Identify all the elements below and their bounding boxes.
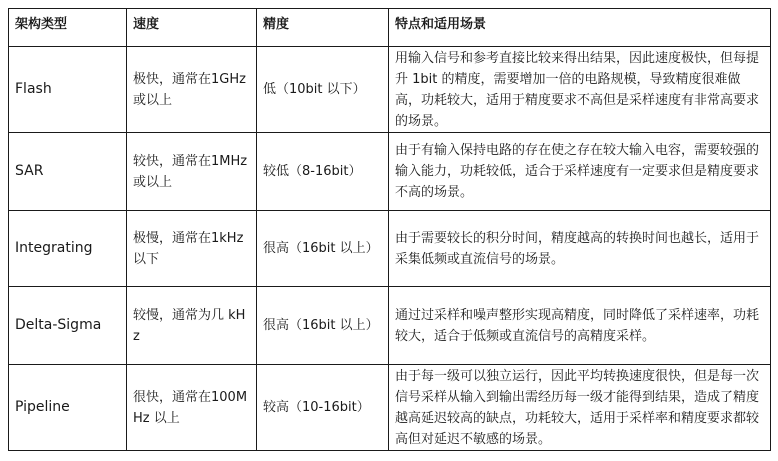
cell-type: Delta-Sigma (9, 287, 127, 365)
cell-features: 由于有输入保持电路的存在使之存在较大输入电容，需要较强的输入能力，功耗较低，适合于采样速度有一定要求但是精度要求不高的场景。 (389, 133, 771, 211)
cell-precision: 很高（16bit 以上） (257, 287, 389, 365)
cell-precision: 较低（8-16bit） (257, 133, 389, 211)
adc-architecture-table (8, 8, 771, 451)
header-features: 特点和适用场景 (389, 9, 771, 47)
cell-speed: 极慢，通常在1kHz 以下 (127, 211, 257, 287)
cell-type: SAR (9, 133, 127, 211)
cell-precision: 较高（10-16bit） (257, 365, 389, 451)
table-row (9, 287, 771, 365)
table-row (9, 365, 771, 451)
cell-speed: 较慢，通常为几 kHz (127, 287, 257, 365)
table-header-row (9, 9, 771, 47)
cell-features: 由于每一级可以独立运行，因此平均转换速度很快，但是每一次信号采样从输入到输出需经历每一级才能得到结果，造成了精度越高延迟较高的缺点，功耗较大，适用于采样率和精度要求都较高但对延迟不敏感的场景。 (389, 365, 771, 451)
cell-precision: 很高（16bit 以上） (257, 211, 389, 287)
cell-speed: 极快，通常在1GHz 或以上 (127, 47, 257, 133)
cell-speed: 很快，通常在100MHz 以上 (127, 365, 257, 451)
table-row (9, 133, 771, 211)
table-row (9, 211, 771, 287)
cell-type: Pipeline (9, 365, 127, 451)
cell-features: 通过过采样和噪声整形实现高精度，同时降低了采样速率，功耗较大，适合于低频或直流信号的高精度采样。 (389, 287, 771, 365)
cell-features: 由于需要较长的积分时间，精度越高的转换时间也越长，适用于采集低频或直流信号的场景。 (389, 211, 771, 287)
header-precision: 精度 (257, 9, 389, 47)
table-row (9, 47, 771, 133)
cell-type: Integrating (9, 211, 127, 287)
cell-speed: 较快，通常在1MHz 或以上 (127, 133, 257, 211)
cell-type: Flash (9, 47, 127, 133)
header-speed: 速度 (127, 9, 257, 47)
cell-precision: 低（10bit 以下） (257, 47, 389, 133)
cell-features: 用输入信号和参考直接比较来得出结果，因此速度极快，但每提升 1bit 的精度，需要增加一倍的电路规模，导致精度很难做高，功耗较大，适用于精度要求不高但是采样速度有非常高要求的场景。 (389, 47, 771, 133)
header-architecture-type: 架构类型 (9, 9, 127, 47)
